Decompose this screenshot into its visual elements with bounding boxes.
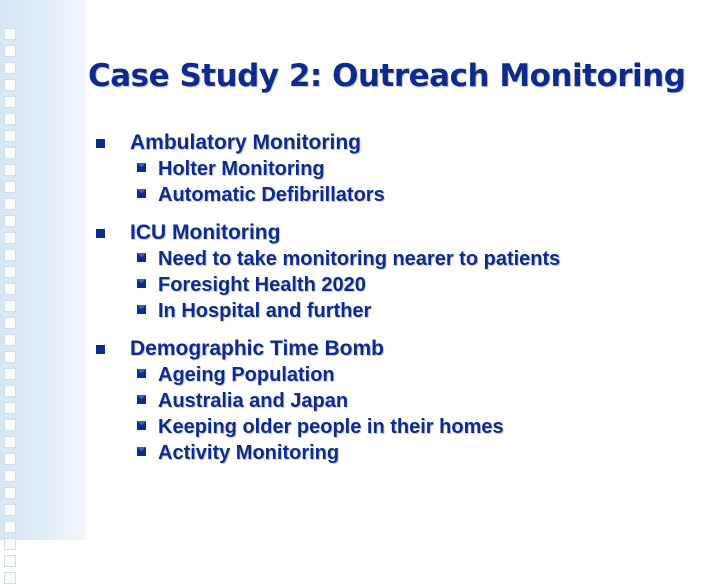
sub-bullet-list: [136, 156, 706, 208]
sub-bullet-label: Need to take monitoring nearer to patients: [158, 248, 561, 270]
sidebar-square: [4, 96, 16, 108]
sidebar-square: [4, 45, 16, 57]
sub-bullet-label: Activity Monitoring: [158, 442, 340, 464]
sub-bullet-label: Automatic Defibrillators: [158, 184, 385, 206]
sub-bullet-item: [136, 182, 706, 208]
sub-bullet-label: Keeping older people in their homes: [158, 416, 504, 438]
sidebar-square: [4, 419, 16, 431]
sidebar-squares: [4, 28, 20, 584]
sidebar-square: [4, 402, 16, 414]
bullet-label: ICU Monitoring: [130, 221, 281, 244]
sidebar-square: [4, 317, 16, 329]
diamond-bullet-icon: [136, 188, 147, 199]
sub-bullet-item: [136, 362, 706, 388]
sidebar-square: [4, 572, 16, 584]
sub-bullet-item: [136, 246, 706, 272]
sub-bullet-item: [136, 388, 706, 414]
sidebar-square: [4, 368, 16, 380]
sidebar-square: [4, 164, 16, 176]
diamond-bullet-icon: [136, 420, 147, 431]
sub-bullet-item: [136, 414, 706, 440]
sidebar-square: [4, 232, 16, 244]
sidebar-square: [4, 249, 16, 261]
sub-bullet-label: Australia and Japan: [158, 390, 349, 412]
sidebar-square: [4, 555, 16, 567]
bullet-item: [96, 336, 706, 466]
sidebar-square: [4, 266, 16, 278]
sub-bullet-item: [136, 440, 706, 466]
sidebar-square: [4, 504, 16, 516]
diamond-bullet-icon: [136, 304, 147, 315]
bullet-item: [96, 130, 706, 208]
bullet-item: [96, 220, 706, 324]
sidebar-square: [4, 113, 16, 125]
sidebar-square: [4, 470, 16, 482]
sidebar-square: [4, 215, 16, 227]
sidebar-square: [4, 79, 16, 91]
sidebar-square: [4, 300, 16, 312]
sidebar-square: [4, 28, 16, 40]
diamond-bullet-icon: [136, 368, 147, 379]
slide-title: Case Study 2: Outreach Monitoring: [88, 58, 686, 94]
sub-bullet-list: [136, 246, 706, 324]
square-bullet-icon: [96, 345, 105, 354]
bullet-label: Ambulatory Monitoring: [130, 131, 361, 154]
sub-bullet-label: In Hospital and further: [158, 300, 372, 322]
sub-bullet-item: [136, 156, 706, 182]
sub-bullet-item: [136, 272, 706, 298]
sidebar-square: [4, 385, 16, 397]
sidebar-square: [4, 283, 16, 295]
sidebar-square: [4, 334, 16, 346]
square-bullet-icon: [96, 139, 105, 148]
square-bullet-icon: [96, 229, 105, 238]
sub-bullet-item: [136, 298, 706, 324]
sidebar-square: [4, 453, 16, 465]
diamond-bullet-icon: [136, 446, 147, 457]
sidebar-square: [4, 351, 16, 363]
sub-bullet-list: [136, 362, 706, 466]
diamond-bullet-icon: [136, 278, 147, 289]
sidebar-square: [4, 198, 16, 210]
sub-bullet-label: Foresight Health 2020: [158, 274, 366, 296]
sidebar-square: [4, 130, 16, 142]
sidebar-square: [4, 487, 16, 499]
diamond-bullet-icon: [136, 394, 147, 405]
sidebar-square: [4, 436, 16, 448]
diamond-bullet-icon: [136, 162, 147, 173]
sidebar-square: [4, 62, 16, 74]
decorative-sidebar: [0, 0, 86, 540]
sub-bullet-label: Ageing Population: [158, 364, 335, 386]
sub-bullet-label: Holter Monitoring: [158, 158, 325, 180]
bullet-label: Demographic Time Bomb: [130, 337, 384, 360]
sidebar-square: [4, 147, 16, 159]
slide-content: [96, 130, 706, 478]
diamond-bullet-icon: [136, 252, 147, 263]
sidebar-square: [4, 521, 16, 533]
sidebar-square: [4, 181, 16, 193]
